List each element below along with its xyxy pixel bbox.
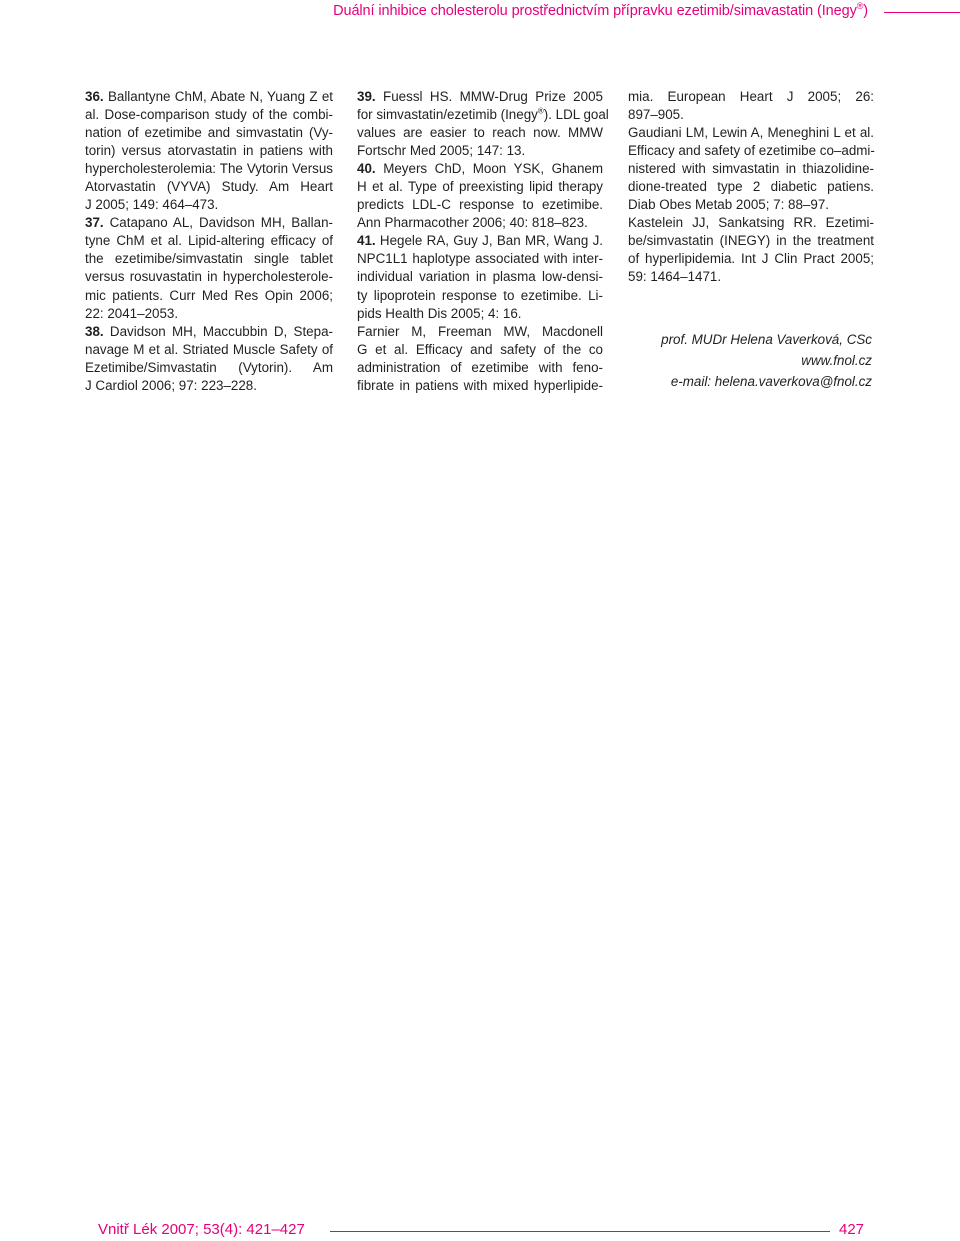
- header-rule: [884, 12, 960, 13]
- reference-text: the ezetimibe/simvastatin single tablet: [85, 251, 333, 267]
- reference-text: dione-treated type 2 diabetic patiens.: [628, 179, 874, 195]
- reference-text: Fortschr Med 2005; 147: 13.: [357, 143, 526, 159]
- reference-line: [628, 250, 874, 268]
- page-number: 427: [839, 1221, 865, 1238]
- reference-line: [357, 88, 603, 106]
- reference-line: [628, 160, 874, 178]
- reference-text: NPC1L1 haplotype associated with inter-: [357, 251, 603, 267]
- reference-text: ty lipoprotein response to ezetimibe. Li-: [357, 287, 603, 303]
- reference-text: Ann Pharmacother 2006; 40: 818–823.: [357, 215, 588, 231]
- reference-line: [85, 106, 333, 124]
- reference-text: Ballantyne ChM, Abate N, Yuang Z et: [107, 89, 333, 104]
- reference-item: [85, 214, 333, 322]
- reference-item: [357, 88, 609, 160]
- reference-text: tyne ChM et al. Lipid-altering efficacy of: [85, 233, 333, 249]
- reference-text: 897–905.: [628, 107, 684, 123]
- reference-item: [357, 232, 603, 322]
- reference-line: [85, 142, 333, 160]
- reference-item: [357, 323, 603, 395]
- reference-line: [357, 250, 603, 268]
- reference-item: [628, 88, 874, 124]
- reference-item: [85, 323, 333, 395]
- reference-line: [357, 305, 603, 323]
- reference-line: [85, 124, 333, 142]
- reference-text: mic patients. Curr Med Res Opin 2006;: [85, 287, 333, 303]
- reference-item: [85, 88, 333, 214]
- reference-text: J Cardiol 2006; 97: 223–228.: [85, 377, 257, 393]
- reference-line: [85, 287, 333, 305]
- reference-text: torin) versus atorvastatin in patiens with: [85, 143, 333, 159]
- reference-column-3: [628, 88, 874, 287]
- author-website[interactable]: www.fnol.cz: [801, 353, 872, 368]
- reference-line: [85, 178, 333, 196]
- reference-text: Efficacy and safety of ezetimibe co–admi-: [628, 143, 875, 159]
- reference-line: [628, 178, 874, 196]
- reference-line: [628, 268, 874, 286]
- reference-text: mia. European Heart J 2005; 26:: [628, 89, 874, 104]
- reference-number: 41.: [357, 233, 376, 249]
- reference-column-2: [357, 88, 609, 395]
- reference-text: Meyers ChD, Moon YSK, Ghanem: [383, 161, 603, 177]
- reference-line: [628, 196, 874, 214]
- reference-text: Davidson MH, Maccubbin D, Stepa-: [109, 323, 333, 339]
- running-header: [0, 0, 960, 30]
- reference-line: [628, 142, 874, 160]
- reference-line: [628, 124, 874, 142]
- reference-text: hypercholesterolemia: The Vytorin Versus: [85, 161, 333, 177]
- reference-text: Catapano AL, Davidson MH, Ballan-: [109, 215, 333, 231]
- reference-line: [85, 160, 333, 178]
- header-title-registered-mark: ®: [856, 1, 864, 11]
- reference-text: Gaudiani LM, Lewin A, Meneghini L et al.: [628, 125, 874, 141]
- reference-text: J 2005; 149: 464–473.: [85, 197, 219, 213]
- reference-item: [357, 160, 603, 232]
- reference-line: [85, 250, 333, 268]
- reference-line: [85, 359, 333, 377]
- reference-text: Diab Obes Metab 2005; 7: 88–97.: [628, 197, 829, 213]
- reference-line: [357, 377, 603, 395]
- reference-line: [628, 106, 874, 124]
- reference-line: [628, 232, 874, 250]
- reference-line: [357, 287, 603, 305]
- journal-citation: Vnitř Lék 2007; 53(4): 421–427: [98, 1221, 305, 1238]
- reference-text: be/simvastatin (INEGY) in the treatment: [628, 233, 874, 249]
- reference-line: [357, 160, 603, 178]
- reference-text: Hegele RA, Guy J, Ban MR, Wang J.: [379, 233, 603, 249]
- reference-text: administration of ezetimibe with feno-: [357, 359, 603, 375]
- reference-line: [628, 214, 874, 232]
- reference-line: [357, 106, 609, 124]
- footer-rule: [330, 1231, 830, 1232]
- reference-text: for simvastatin/ezetimib (Inegy®). LDL goal: [357, 106, 609, 123]
- reference-line: [85, 88, 333, 106]
- reference-item: [628, 214, 874, 286]
- reference-line: [85, 341, 333, 359]
- reference-line: [357, 232, 603, 250]
- reference-text: Fuessl HS. MMW-Drug Prize 2005: [383, 89, 603, 104]
- reference-text: Atorvastatin (VYVA) Study. Am Heart: [85, 179, 333, 195]
- reference-line: [357, 124, 603, 142]
- reference-line: [357, 214, 603, 232]
- reference-number: 39.: [357, 89, 376, 104]
- reference-line: [85, 268, 333, 286]
- registered-mark: ®: [537, 106, 544, 116]
- reference-line: [85, 214, 333, 232]
- header-title-end: ): [863, 2, 868, 19]
- reference-line: [357, 268, 603, 286]
- reference-line: [357, 178, 603, 196]
- reference-line: [357, 359, 603, 377]
- running-header-title: [333, 1, 868, 19]
- reference-text: pids Health Dis 2005; 4: 16.: [357, 305, 522, 321]
- reference-text: H et al. Type of preexisting lipid therapy: [357, 179, 603, 195]
- reference-line: [357, 142, 603, 160]
- reference-text: 22: 2041–2053.: [85, 305, 179, 321]
- reference-line: [628, 88, 874, 106]
- reference-text: navage M et al. Striated Muscle Safety of: [85, 341, 333, 357]
- reference-text: nistered with simvastatin in thiazolidine-: [628, 161, 874, 177]
- author-email[interactable]: e-mail: helena.vaverkova@fnol.cz: [670, 374, 872, 389]
- reference-text: predicts LDL-C response to ezetimibe.: [357, 197, 603, 213]
- reference-text: G et al. Efficacy and safety of the co: [357, 341, 603, 357]
- reference-text: values are easier to reach now. MMW: [357, 125, 603, 141]
- reference-line: [85, 323, 333, 341]
- reference-line: [85, 305, 333, 323]
- reference-text: fibrate in patiens with mixed hyperlipide-: [357, 377, 603, 393]
- reference-item: [628, 124, 874, 214]
- reference-line: [357, 341, 603, 359]
- reference-text: al. Dose-comparison study of the combi-: [85, 107, 333, 123]
- reference-line: [85, 232, 333, 250]
- reference-text: nation of ezetimibe and simvastatin (Vy-: [85, 125, 333, 141]
- reference-line: [85, 196, 333, 214]
- reference-text: Farnier M, Freeman MW, Macdonell: [357, 323, 603, 339]
- reference-text: Kastelein JJ, Sankatsing RR. Ezetimi-: [628, 215, 874, 231]
- reference-text: 59: 1464–1471.: [628, 269, 722, 285]
- reference-number: 40.: [357, 161, 376, 177]
- reference-text: versus rosuvastatin in hypercholesterole-: [85, 269, 333, 285]
- author-name: prof. MUDr Helena Vaverková, CSc: [661, 332, 872, 347]
- reference-text: Ezetimibe/Simvastatin (Vytorin). Am: [85, 359, 333, 375]
- reference-column-1: [85, 88, 333, 395]
- header-title-text: Duální inhibice cholesterolu prostřednictvím přípravku ezetimib/simavastatin (Inegy: [333, 2, 857, 19]
- reference-line: [357, 196, 603, 214]
- reference-line: [85, 377, 333, 395]
- reference-line: [357, 323, 603, 341]
- reference-number: 36.: [85, 89, 104, 104]
- reference-text: of hyperlipidemia. Int J Clin Pract 2005;: [628, 251, 874, 267]
- reference-text: individual variation in plasma low-densi-: [357, 269, 603, 285]
- reference-number: 38.: [85, 323, 104, 339]
- reference-number: 37.: [85, 215, 104, 231]
